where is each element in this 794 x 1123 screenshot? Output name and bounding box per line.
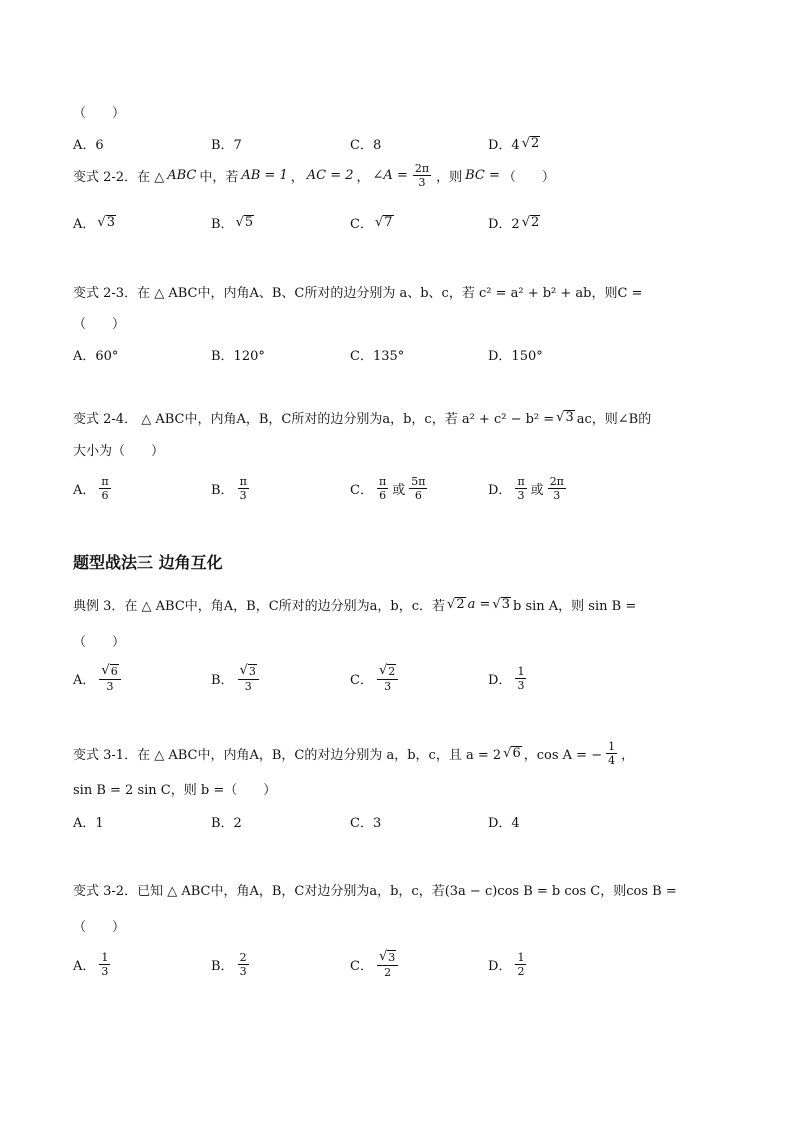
q24-option-a-label: A． bbox=[73, 482, 96, 498]
q24-option-a bbox=[73, 468, 113, 508]
q0-option-d-label: D．4 bbox=[488, 137, 520, 153]
q24-option-c-label: C． bbox=[350, 482, 373, 498]
frac-den: 3 bbox=[106, 679, 114, 693]
q31-option-d: D．4 bbox=[488, 815, 520, 831]
frac-den: 3 bbox=[239, 488, 247, 502]
q22-option-d bbox=[488, 202, 540, 242]
ex3-option-a-fraction bbox=[99, 664, 120, 693]
q23-option-a: A．60° bbox=[73, 348, 119, 364]
frac-den: 2 bbox=[384, 965, 392, 979]
ex3-option-b-fraction bbox=[238, 664, 259, 693]
frac-den: 3 bbox=[239, 964, 247, 978]
q31-options bbox=[73, 801, 773, 841]
q32-option-b-label: B． bbox=[211, 958, 234, 974]
q31-option-c: C．3 bbox=[350, 815, 382, 831]
ex3-options bbox=[73, 658, 773, 698]
q24-option-d-label: D． bbox=[488, 482, 512, 498]
sqrt-icon: √ 7 bbox=[374, 214, 393, 230]
q23-option-b: B．120° bbox=[211, 348, 265, 364]
frac-num: π bbox=[101, 474, 109, 488]
ex3-option-c-label: C． bbox=[350, 672, 373, 688]
frac-num: π bbox=[517, 474, 525, 488]
q24-option-d-fraction-2 bbox=[548, 475, 566, 502]
q32-option-b bbox=[211, 944, 251, 984]
sqrt-icon: √ 3 bbox=[239, 662, 256, 678]
q22-angle-fraction bbox=[413, 162, 431, 189]
q24-option-b-label: B． bbox=[211, 482, 234, 498]
frac-den: 6 bbox=[101, 488, 109, 502]
ex3-option-a bbox=[73, 658, 123, 698]
q32-option-c-label: C． bbox=[350, 958, 373, 974]
q22-option-a bbox=[73, 202, 116, 242]
ex3-stem-a: 典例 3．在 △ ABC中，角A，B，C所对的边分别为a，b，c．若 bbox=[73, 599, 446, 614]
q24-stem bbox=[73, 408, 651, 427]
q22-option-d-radicand: 2 bbox=[531, 214, 540, 230]
q24-option-c bbox=[350, 468, 429, 508]
q22-option-c bbox=[350, 202, 394, 242]
q31-stem-line2: sin B = 2 sin C，则 b =（ ） bbox=[73, 783, 277, 798]
q24-stem-line2: 大小为（ ） bbox=[73, 444, 165, 459]
frac-den: 3 bbox=[384, 679, 392, 693]
sqrt-icon: √ 2 bbox=[521, 214, 540, 230]
q22-tail: ，则 bbox=[436, 170, 463, 185]
q32-option-b-fraction bbox=[238, 951, 249, 978]
q0-options bbox=[73, 123, 773, 163]
radicand: 3 bbox=[388, 950, 396, 964]
q22-prefix: 变式 2-2．在 △ bbox=[73, 170, 165, 185]
q31-stem-c: ， bbox=[621, 748, 635, 763]
ex3-option-a-label: A． bbox=[73, 672, 96, 688]
sqrt-icon: √ 3 bbox=[492, 597, 510, 612]
frac-den: 3 bbox=[244, 679, 252, 693]
q22-cond2: AC = 2 bbox=[306, 168, 354, 183]
q22-option-d-label: D．2 bbox=[488, 216, 520, 232]
sqrt-icon: √ 3 bbox=[378, 948, 396, 964]
q22-option-c-radicand: 7 bbox=[384, 214, 393, 230]
q32-options bbox=[73, 944, 773, 984]
q31-fraction bbox=[606, 740, 617, 767]
q24-option-d-fraction-1 bbox=[515, 475, 526, 502]
q24-stem-a: 变式 2-4． △ ABC中，内角A，B，C所对的边分别为a，b，c，若 a² + c² − b² = bbox=[73, 412, 555, 427]
sqrt-icon: √ 2 bbox=[378, 662, 396, 678]
ex3-stem bbox=[73, 595, 636, 614]
ex3-stem-b: b sin A，则 sin B = bbox=[512, 599, 637, 614]
q22-stem: 变式 2-2．在 △ ABC 中，若 AB = 1 ， AC = 2 ， ∠A = $\frac{2\pi}{3}$ ，则 BC = （ ） bbox=[73, 162, 555, 189]
frac-den: 4 bbox=[608, 754, 616, 767]
frac-num: 1 bbox=[517, 950, 525, 964]
q24-option-c-fraction-2 bbox=[409, 475, 427, 502]
frac-num: 2 bbox=[239, 950, 247, 964]
q23-option-c: C．135° bbox=[350, 348, 405, 364]
frac-num: 1 bbox=[608, 740, 616, 753]
q22-abc: ABC bbox=[167, 168, 197, 183]
q23-stem: 变式 2-3．在 △ ABC中，内角A、B、C所对的边分别为 a、b、c，若 c² = a² + b² + ab，则C = bbox=[73, 286, 643, 301]
ex3-option-c bbox=[350, 658, 400, 698]
ex3-option-c-fraction bbox=[377, 664, 398, 693]
q31-stem-b: ，cos A = − bbox=[523, 748, 603, 763]
q24-option-d bbox=[488, 468, 568, 508]
q22-angle: ∠A = bbox=[372, 168, 408, 183]
ex3-radicand-2: 3 bbox=[501, 597, 510, 612]
q32-option-d bbox=[488, 944, 528, 984]
q0-option-a: A．6 bbox=[73, 137, 104, 153]
q32-stem: 变式 3-2．已知 △ ABC中，角A，B，C对边分别为a，b，c，若(3a − c)cos B = b cos C，则cos B = bbox=[73, 884, 677, 899]
q23-options bbox=[73, 334, 773, 374]
q0-option-b: B．7 bbox=[211, 137, 242, 153]
q31-option-a: A．1 bbox=[73, 815, 104, 831]
frac-den: 6 bbox=[414, 488, 422, 502]
q0-option-d bbox=[488, 123, 540, 163]
q22-option-c-label: C． bbox=[350, 216, 373, 232]
section-heading: 题型战法三 边角互化 bbox=[73, 553, 223, 572]
q22-option-a-radicand: 3 bbox=[106, 214, 115, 230]
q24-stem-b: ac，则∠B的 bbox=[576, 412, 652, 427]
frac-den: 3 bbox=[517, 488, 525, 502]
ex3-option-d-fraction bbox=[515, 665, 526, 692]
q24-option-b bbox=[211, 468, 251, 508]
q32-option-a-fraction bbox=[99, 951, 110, 978]
q32-option-a-label: A． bbox=[73, 958, 96, 974]
sqrt-icon: √ 6 bbox=[101, 662, 118, 678]
frac-num: 1 bbox=[517, 664, 525, 678]
ex3-paren: （ ） bbox=[73, 635, 126, 650]
q24-option-b-fraction bbox=[238, 475, 249, 502]
sqrt-icon: √ 2 bbox=[447, 597, 465, 612]
q22-cond1: AB = 1 bbox=[241, 168, 288, 183]
q31-radicand: 6 bbox=[512, 746, 521, 761]
radicand: 6 bbox=[110, 664, 118, 678]
q32-option-c bbox=[350, 944, 400, 984]
frac-num: π bbox=[378, 474, 387, 488]
q22-frac-num: 2π bbox=[414, 162, 430, 175]
radicand: 2 bbox=[388, 664, 396, 678]
q22-ask: BC = bbox=[465, 168, 500, 183]
frac-den: 3 bbox=[517, 678, 525, 692]
frac-num: π bbox=[239, 474, 247, 488]
ex3-option-d bbox=[488, 658, 528, 698]
q32-option-d-label: D． bbox=[488, 958, 512, 974]
q22-options bbox=[73, 202, 773, 242]
q24-option-a-fraction bbox=[99, 475, 110, 502]
frac-den: 3 bbox=[101, 964, 109, 978]
sqrt-icon: √ 5 bbox=[235, 214, 254, 230]
sqrt-icon: √ 2 bbox=[521, 135, 540, 151]
q0-option-d-radicand: 2 bbox=[531, 135, 540, 151]
q24-radicand: 3 bbox=[565, 410, 574, 425]
q23-option-d: D．150° bbox=[488, 348, 543, 364]
q0-option-c: C．8 bbox=[350, 137, 382, 153]
q24-option-d-or: 或 bbox=[530, 482, 544, 498]
ex3-option-d-label: D． bbox=[488, 672, 512, 688]
q32-paren: （ ） bbox=[73, 920, 126, 935]
q32-option-d-fraction bbox=[515, 951, 526, 978]
ex3-option-b-label: B． bbox=[211, 672, 234, 688]
q32-option-c-fraction bbox=[377, 950, 398, 979]
q23-paren: （ ） bbox=[73, 317, 126, 332]
q32-option-a bbox=[73, 944, 112, 984]
frac-den: 3 bbox=[553, 488, 561, 502]
ex3-radicand-1: 2 bbox=[456, 597, 465, 612]
sqrt-icon: √ 6 bbox=[503, 746, 521, 761]
frac-den: 6 bbox=[379, 488, 387, 502]
sqrt-icon: √ 3 bbox=[97, 214, 115, 230]
q31-stem-a: 变式 3-1．在 △ ABC中，内角A，B，C的对边分别为 a，b，c，且 a = 2 bbox=[73, 748, 502, 763]
q24-options bbox=[73, 468, 773, 508]
q22-paren: （ ） bbox=[502, 170, 555, 185]
q22-frac-den: 3 bbox=[418, 176, 426, 189]
q0-paren: （ ） bbox=[73, 106, 126, 121]
q22-option-b-label: B． bbox=[211, 216, 234, 232]
q31-stem bbox=[73, 740, 634, 767]
q24-option-c-or: 或 bbox=[392, 482, 406, 498]
q22-option-b bbox=[211, 202, 254, 242]
sqrt-icon: √ 3 bbox=[556, 410, 574, 425]
frac-num: 5π bbox=[411, 474, 426, 488]
q22-option-a-label: A． bbox=[73, 216, 96, 232]
radicand: 3 bbox=[248, 664, 256, 678]
q22-mid: 中，若 bbox=[199, 170, 239, 185]
frac-num: 2π bbox=[549, 474, 564, 488]
frac-num: 1 bbox=[101, 950, 109, 964]
q22-option-b-radicand: 5 bbox=[244, 214, 254, 230]
ex3-mid: a = bbox=[467, 597, 491, 612]
q31-option-b: B．2 bbox=[211, 815, 242, 831]
frac-den: 2 bbox=[517, 964, 525, 978]
q24-option-c-fraction-1 bbox=[377, 475, 388, 502]
ex3-option-b bbox=[211, 658, 261, 698]
